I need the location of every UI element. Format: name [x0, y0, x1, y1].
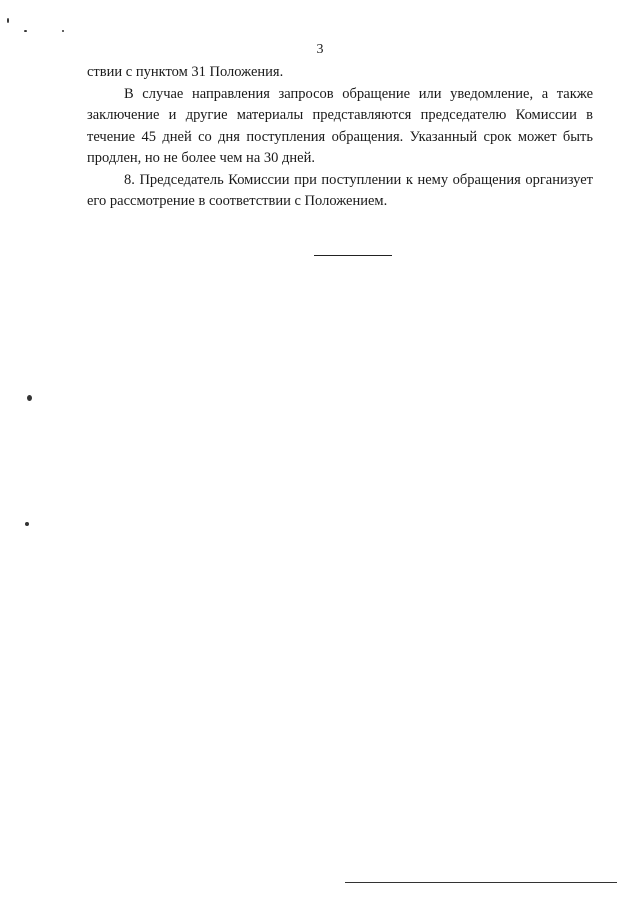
scan-speck [62, 30, 64, 32]
scan-speck [24, 30, 27, 32]
scan-speck [7, 18, 9, 23]
paragraph-item-8: 8. Председатель Комиссии при поступлении к нему обращения организует его рассмотрение в соответствии с Положением. [87, 171, 593, 209]
paragraph-continuation: ствии с пунктом 31 Положения. [87, 64, 284, 80]
scan-speck [25, 522, 29, 526]
paragraph-deadline: В случае направления запросов обращение или уведомление, а также заключение и другие материалы представляются председателю Комиссии в течение 45 дней со дня поступления обращения. Указанный срок может быть продлен, но не более чем на 30 дней. [87, 85, 593, 166]
document-body [87, 62, 593, 213]
end-separator-line [314, 255, 392, 256]
bottom-rule [345, 882, 617, 883]
page-number: 3 [316, 42, 324, 57]
scan-speck [27, 395, 32, 401]
